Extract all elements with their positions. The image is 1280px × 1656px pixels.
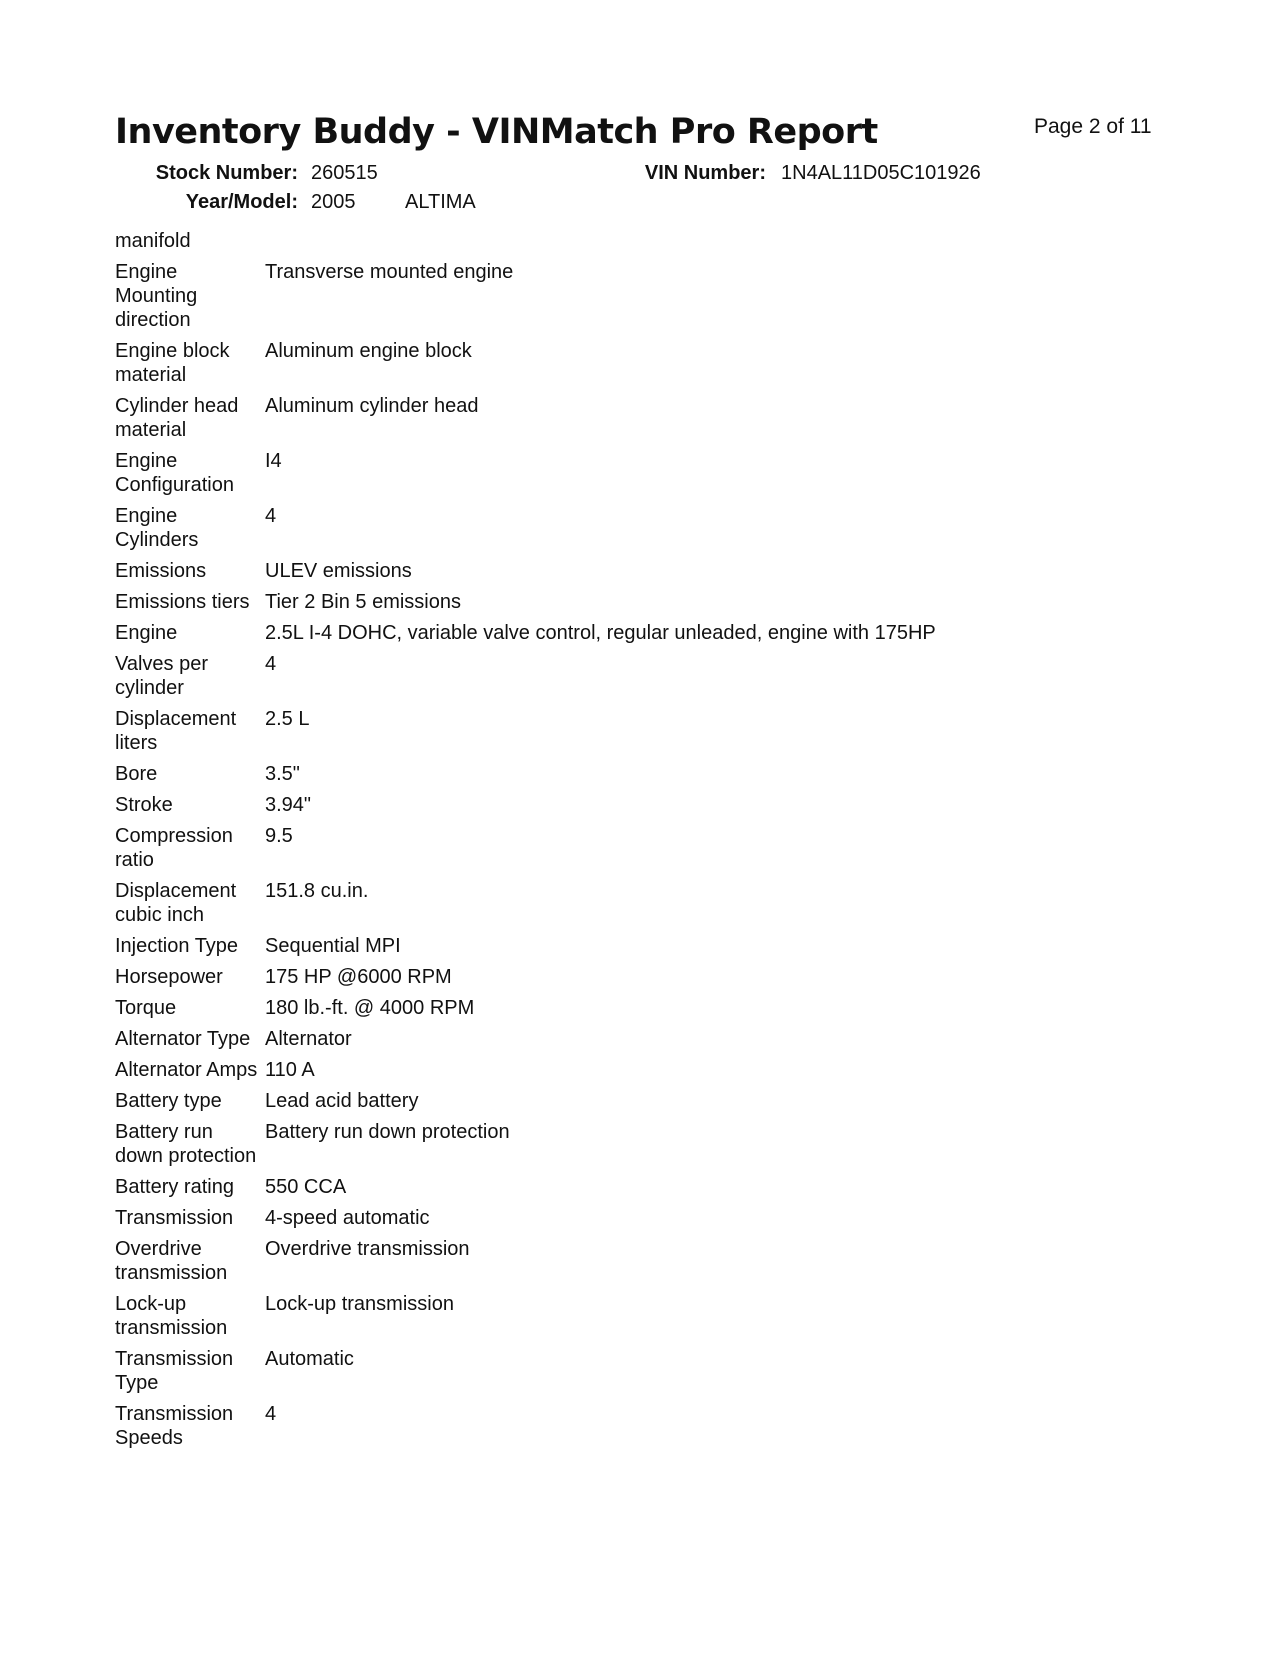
spec-row	[115, 965, 1215, 989]
spec-row	[115, 590, 1215, 614]
spec-row	[115, 394, 1215, 442]
spec-value: Automatic	[265, 1348, 354, 1370]
spec-row	[115, 1292, 1215, 1340]
spec-value: 4	[265, 1403, 277, 1425]
spec-row	[115, 1237, 1215, 1285]
continued-label: manifold	[115, 230, 191, 252]
spec-value: Lead acid battery	[265, 1090, 419, 1112]
spec-value: 2.5L I-4 DOHC, variable valve control, regular unleaded, engine with 175HP	[265, 622, 936, 644]
spec-label: Battery rating	[115, 1176, 234, 1198]
spec-label: Transmission	[115, 1207, 234, 1229]
spec-label: Horsepower	[115, 966, 223, 988]
spec-row	[115, 762, 1215, 786]
spec-value: 4	[265, 505, 277, 527]
spec-label: Compression ratio	[115, 825, 233, 871]
spec-row	[115, 449, 1215, 497]
spec-value: Lock-up transmission	[265, 1293, 454, 1315]
spec-label: Battery type	[115, 1090, 222, 1112]
spec-row	[115, 504, 1215, 552]
spec-value: ULEV emissions	[265, 560, 412, 582]
spec-row	[115, 652, 1215, 700]
spec-row	[115, 1206, 1215, 1230]
spec-row	[115, 339, 1215, 387]
spec-value: 151.8 cu.in.	[265, 880, 369, 902]
spec-row	[115, 934, 1215, 958]
spec-row	[115, 824, 1215, 872]
spec-label: Displacement liters	[115, 708, 237, 754]
spec-row	[115, 1347, 1215, 1395]
spec-label: Overdrive transmission	[115, 1238, 228, 1284]
spec-row	[115, 793, 1215, 817]
spec-row	[115, 996, 1215, 1020]
spec-row	[115, 879, 1215, 927]
spec-row	[115, 1089, 1215, 1113]
spec-label: Torque	[115, 997, 177, 1019]
spec-label: Injection Type	[115, 935, 239, 957]
year-value: 2005	[311, 191, 356, 213]
spec-row	[115, 707, 1215, 755]
spec-label: Engine Configuration	[115, 450, 234, 496]
spec-label: Emissions tiers	[115, 591, 250, 613]
page-number: Page 2 of 11	[1034, 115, 1152, 138]
spec-label: Bore	[115, 763, 158, 785]
spec-value: Battery run down protection	[265, 1121, 510, 1143]
spec-value: 2.5 L	[265, 708, 310, 730]
spec-value: 3.94"	[265, 794, 312, 816]
spec-row	[115, 1175, 1215, 1199]
spec-label: Cylinder head material	[115, 395, 239, 441]
stock-number-label: Stock Number:	[155, 162, 298, 184]
spec-value: I4	[265, 450, 282, 472]
spec-value: Overdrive transmission	[265, 1238, 470, 1260]
spec-label: Stroke	[115, 794, 173, 816]
spec-label: Lock-up transmission	[115, 1293, 228, 1339]
spec-row	[115, 1120, 1215, 1168]
spec-label: Engine Cylinders	[115, 505, 199, 551]
vin-number-label: VIN Number:	[644, 162, 766, 184]
spec-label: Alternator Type	[115, 1028, 251, 1050]
spec-label: Transmission Type	[115, 1348, 234, 1394]
spec-value: Aluminum engine block	[265, 340, 472, 362]
spec-label: Engine	[115, 622, 178, 644]
spec-label: Alternator Amps	[115, 1059, 258, 1081]
spec-row	[115, 1058, 1215, 1082]
stock-number-value: 260515	[311, 162, 378, 184]
spec-value: 3.5"	[265, 763, 300, 785]
spec-value: Aluminum cylinder head	[265, 395, 479, 417]
model-value: ALTIMA	[405, 191, 476, 213]
spec-value: 4	[265, 653, 277, 675]
spec-label: Engine Mounting direction	[115, 261, 198, 331]
year-model-label: Year/Model:	[185, 191, 298, 213]
spec-label: Emissions	[115, 560, 207, 582]
spec-value: Sequential MPI	[265, 935, 401, 957]
spec-row	[115, 1402, 1215, 1450]
spec-value: Transverse mounted engine	[265, 261, 514, 283]
report-title: Inventory Buddy - VINMatch Pro Report	[115, 112, 878, 152]
spec-value: 9.5	[265, 825, 293, 847]
spec-label: Displacement cubic inch	[115, 880, 237, 926]
spec-label: Battery run down protection	[115, 1121, 257, 1167]
spec-row	[115, 1027, 1215, 1051]
spec-label: Engine block material	[115, 340, 230, 386]
spec-row	[115, 260, 1215, 332]
spec-value: 175 HP @6000 RPM	[265, 966, 452, 988]
spec-row	[115, 559, 1215, 583]
spec-value: 110 A	[265, 1059, 315, 1081]
spec-label: Valves per cylinder	[115, 653, 209, 699]
vin-number-value: 1N4AL11D05C101926	[781, 162, 981, 184]
spec-value: Alternator	[265, 1028, 352, 1050]
spec-label: Transmission Speeds	[115, 1403, 234, 1449]
spec-value: 4-speed automatic	[265, 1207, 430, 1229]
spec-value: Tier 2 Bin 5 emissions	[265, 591, 461, 613]
spec-value: 550 CCA	[265, 1176, 347, 1198]
spec-value: 180 lb.-ft. @ 4000 RPM	[265, 997, 475, 1019]
spec-list	[115, 229, 1215, 1457]
spec-row	[115, 621, 1215, 645]
